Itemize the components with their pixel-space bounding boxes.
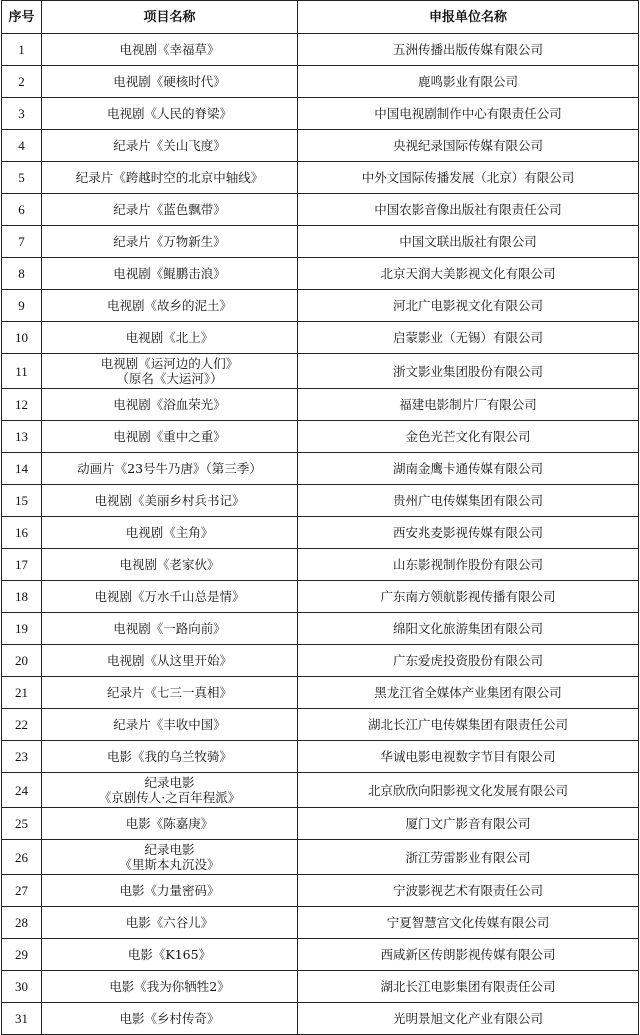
row-number: 6 xyxy=(2,194,42,226)
applicant-unit-cell: 广东南方领航影视传播有限公司 xyxy=(298,581,639,613)
project-name-cell xyxy=(42,517,298,549)
project-name-cell xyxy=(42,226,298,258)
applicant-unit-cell: 山东影视制作股份有限公司 xyxy=(298,549,639,581)
table-row xyxy=(2,549,639,581)
project-name-cell xyxy=(42,549,298,581)
project-name-cell xyxy=(42,485,298,517)
applicant-unit-cell: 贵州广电传媒集团有限公司 xyxy=(298,485,639,517)
applicant-unit-cell: 绵阳文化旅游集团有限公司 xyxy=(298,613,639,645)
project-name-cell xyxy=(42,741,298,773)
applicant-unit-cell: 宁波影视艺术有限责任公司 xyxy=(298,875,639,907)
row-number: 4 xyxy=(2,130,42,162)
applicant-unit-cell: 西咸新区传朗影视传媒有限公司 xyxy=(298,939,639,971)
table-row xyxy=(2,485,639,517)
project-name-line: 电视剧《从这里开始》 xyxy=(106,653,232,668)
project-name-cell xyxy=(42,875,298,907)
project-name-cell xyxy=(42,613,298,645)
table-row xyxy=(2,808,639,840)
project-name-line: 电影《陈嘉庚》 xyxy=(125,816,214,831)
table-row xyxy=(2,130,639,162)
row-number: 17 xyxy=(2,549,42,581)
table-header xyxy=(2,1,639,34)
applicant-unit-cell: 中外文国际传播发展（北京）有限公司 xyxy=(298,162,639,194)
row-number: 26 xyxy=(2,840,42,875)
row-number: 14 xyxy=(2,453,42,485)
row-number: 9 xyxy=(2,290,42,322)
project-name-line: 纪录片《丰收中国》 xyxy=(113,717,226,732)
row-number: 27 xyxy=(2,875,42,907)
table-row xyxy=(2,66,639,98)
project-name-line: 电影《乡村传奇》 xyxy=(119,1011,220,1026)
project-name-cell xyxy=(42,389,298,421)
table-row xyxy=(2,258,639,290)
project-name-cell xyxy=(42,971,298,1003)
project-name-cell xyxy=(42,34,298,66)
project-name-line: 电视剧《鲲鹏击浪》 xyxy=(113,266,226,281)
project-name-line: 动画片《23号牛乃唐》（第三季） xyxy=(77,461,262,476)
project-name-cell xyxy=(42,939,298,971)
table-row xyxy=(2,645,639,677)
row-number: 15 xyxy=(2,485,42,517)
project-name-line: 电影《力量密码》 xyxy=(119,883,220,898)
applicant-unit-cell: 福建电影制片厂有限公司 xyxy=(298,389,639,421)
project-name-cell xyxy=(42,322,298,354)
project-name-line: 电视剧《美丽乡村兵书记》 xyxy=(94,493,245,508)
project-name-line: 电影《我的乌兰牧骑》 xyxy=(106,749,232,764)
project-name-line: 电视剧《浴血荣光》 xyxy=(113,397,226,412)
row-number: 30 xyxy=(2,971,42,1003)
project-name-cell xyxy=(42,581,298,613)
table-row xyxy=(2,677,639,709)
applicant-unit-cell: 浙文影业集团股份有限公司 xyxy=(298,354,639,389)
table-row xyxy=(2,453,639,485)
table-row xyxy=(2,290,639,322)
project-name-cell xyxy=(42,258,298,290)
project-name-line: 电视剧《北上》 xyxy=(125,330,214,345)
row-number: 19 xyxy=(2,613,42,645)
table-row xyxy=(2,517,639,549)
project-name-cell xyxy=(42,162,298,194)
row-number: 31 xyxy=(2,1003,42,1035)
table-row xyxy=(2,907,639,939)
applicant-unit-cell: 西安兆麦影视传媒有限公司 xyxy=(298,517,639,549)
applicant-unit-cell: 广东爱虎投资股份有限公司 xyxy=(298,645,639,677)
table-row xyxy=(2,389,639,421)
applicant-unit-cell: 鹿鸣影业有限公司 xyxy=(298,66,639,98)
row-number: 16 xyxy=(2,517,42,549)
applicant-unit-cell: 北京天润大美影视文化有限公司 xyxy=(298,258,639,290)
applicant-unit-cell: 中国电视剧制作中心有限责任公司 xyxy=(298,98,639,130)
table-body xyxy=(2,34,639,1035)
project-name-line: 电视剧《万水千山总是情》 xyxy=(94,589,245,604)
table-row xyxy=(2,773,639,808)
applicant-unit-cell: 湖南金鹰卡通传媒有限公司 xyxy=(298,453,639,485)
applicant-unit-cell: 启蒙影业（无锡）有限公司 xyxy=(298,322,639,354)
project-name-cell xyxy=(42,840,298,875)
applicant-unit-cell: 五洲传播出版传媒有限公司 xyxy=(298,34,639,66)
row-number: 12 xyxy=(2,389,42,421)
table-row xyxy=(2,939,639,971)
project-name-cell xyxy=(42,98,298,130)
table-row xyxy=(2,709,639,741)
project-name-line: 电视剧《老家伙》 xyxy=(119,557,220,572)
applicant-unit-cell: 浙江劳雷影业有限公司 xyxy=(298,840,639,875)
applicant-unit-cell: 光明景旭文化产业有限公司 xyxy=(298,1003,639,1035)
table-row xyxy=(2,741,639,773)
applicant-unit-cell: 湖北长江电影集团有限责任公司 xyxy=(298,971,639,1003)
row-number: 28 xyxy=(2,907,42,939)
table-row xyxy=(2,971,639,1003)
applicant-unit-cell: 金色光芒文化有限公司 xyxy=(298,421,639,453)
applicant-unit-cell: 黑龙江省全媒体产业集团有限公司 xyxy=(298,677,639,709)
row-number: 8 xyxy=(2,258,42,290)
table-row xyxy=(2,875,639,907)
row-number: 5 xyxy=(2,162,42,194)
row-number: 18 xyxy=(2,581,42,613)
row-number: 1 xyxy=(2,34,42,66)
project-name-cell xyxy=(42,677,298,709)
table-row xyxy=(2,162,639,194)
applicant-unit-cell: 中国文联出版社有限公司 xyxy=(298,226,639,258)
project-name-line: 电视剧《人民的脊梁》 xyxy=(106,106,232,121)
project-name-line: 纪录片《跨越时空的北京中轴线》 xyxy=(75,170,264,185)
project-name-cell xyxy=(42,130,298,162)
project-name-cell xyxy=(42,453,298,485)
applicant-unit-cell: 湖北长江广电传媒集团有限责任公司 xyxy=(298,709,639,741)
table-row xyxy=(2,354,639,389)
header-row xyxy=(2,1,639,34)
project-name-line: 电影《K165》 xyxy=(127,947,212,962)
project-name-line: 电视剧《重中之重》 xyxy=(113,429,226,444)
applicant-unit-cell: 华诚电影电视数字节目有限公司 xyxy=(298,741,639,773)
table-row xyxy=(2,421,639,453)
project-name-line: 电影《我为你牺牲2》 xyxy=(109,979,230,994)
applicant-unit-cell: 河北广电影视文化有限公司 xyxy=(298,290,639,322)
row-number: 21 xyxy=(2,677,42,709)
project-name-cell xyxy=(42,709,298,741)
row-number: 3 xyxy=(2,98,42,130)
project-name-line: 电影《六谷儿》 xyxy=(125,915,214,930)
header-no: 序号 xyxy=(2,1,42,34)
table-row xyxy=(2,194,639,226)
project-name-line: 纪录片《七三一真相》 xyxy=(106,685,232,700)
project-name-cell xyxy=(42,194,298,226)
row-number: 22 xyxy=(2,709,42,741)
applicant-unit-cell: 北京欣欣向阳影视文化发展有限公司 xyxy=(298,773,639,808)
project-name-line: 电视剧《运河边的人们》 xyxy=(100,356,239,371)
row-number: 2 xyxy=(2,66,42,98)
project-name-line: 纪录电影 xyxy=(144,842,195,857)
table-row xyxy=(2,840,639,875)
row-number: 7 xyxy=(2,226,42,258)
project-name-line: 电视剧《一路向前》 xyxy=(113,621,226,636)
row-number: 20 xyxy=(2,645,42,677)
table-row xyxy=(2,98,639,130)
table-row xyxy=(2,581,639,613)
project-name-line: 纪录片《蓝色飘带》 xyxy=(113,202,226,217)
project-name-cell xyxy=(42,808,298,840)
project-name-line: 电视剧《故乡的泥土》 xyxy=(106,298,232,313)
project-name-cell xyxy=(42,354,298,389)
table-row xyxy=(2,322,639,354)
project-name-line: 纪录片《万物新生》 xyxy=(113,234,226,249)
row-number: 11 xyxy=(2,354,42,389)
applicant-unit-cell: 宁夏智慧宫文化传媒有限公司 xyxy=(298,907,639,939)
project-name-line: 电视剧《幸福草》 xyxy=(119,42,220,57)
row-number: 23 xyxy=(2,741,42,773)
row-number: 25 xyxy=(2,808,42,840)
project-name-line: 《京剧传人·之百年程派》 xyxy=(98,790,241,805)
applicant-unit-cell: 中国农影音像出版社有限责任公司 xyxy=(298,194,639,226)
project-name-line: 纪录片《关山飞度》 xyxy=(113,138,226,153)
row-number: 29 xyxy=(2,939,42,971)
project-name-cell xyxy=(42,645,298,677)
header-project-name: 项目名称 xyxy=(42,1,298,34)
project-name-cell xyxy=(42,290,298,322)
header-applicant-unit: 申报单位名称 xyxy=(298,1,639,34)
project-name-cell xyxy=(42,907,298,939)
project-name-line: 电视剧《硬核时代》 xyxy=(113,74,226,89)
project-name-cell xyxy=(42,773,298,808)
project-name-line: 电视剧《主角》 xyxy=(125,525,214,540)
applicant-unit-cell: 央视纪录国际传媒有限公司 xyxy=(298,130,639,162)
project-name-line: （原名《大运河》） xyxy=(116,371,223,386)
project-name-line: 《里斯本丸沉没》 xyxy=(119,857,220,872)
project-name-cell xyxy=(42,66,298,98)
applicant-unit-cell: 厦门文广影音有限公司 xyxy=(298,808,639,840)
project-name-line: 纪录电影 xyxy=(144,775,195,790)
row-number: 24 xyxy=(2,773,42,808)
table-row xyxy=(2,613,639,645)
project-table xyxy=(1,0,639,1035)
table-row xyxy=(2,34,639,66)
table-row xyxy=(2,226,639,258)
project-name-cell xyxy=(42,421,298,453)
row-number: 13 xyxy=(2,421,42,453)
row-number: 10 xyxy=(2,322,42,354)
